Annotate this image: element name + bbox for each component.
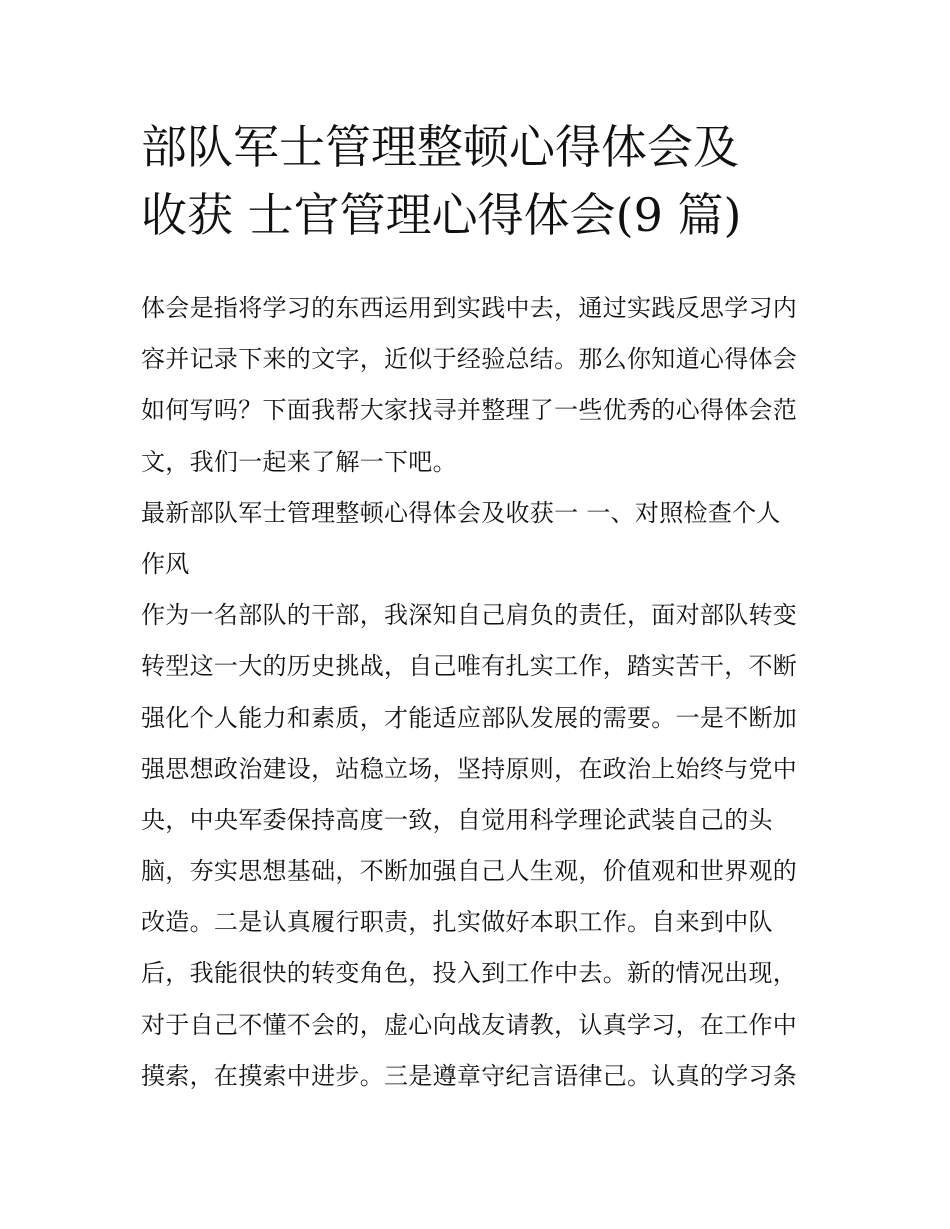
- body-line: 央，中央军委保持高度一致，自觉用科学理论武装自己的头: [141, 805, 773, 834]
- body-line: 对于自己不懂不会的，虚心向战友请教，认真学习，在工作中: [141, 1010, 798, 1039]
- body-line: 容并记录下来的文字，近似于经验总结。那么你知道心得体会: [141, 345, 798, 374]
- body-line: 转型这一大的历史挑战，自己唯有扎实工作，踏实苦干，不断: [141, 652, 798, 681]
- title-line-1: 部队军士管理整顿心得体会及: [141, 120, 739, 174]
- body-line: 脑，夯实思想基础，不断加强自己人生观，价值观和世界观的: [141, 857, 798, 886]
- section-heading-line: 最新部队军士管理整顿心得体会及收获一 一、对照检查个人: [141, 498, 781, 527]
- body-line: 体会是指将学习的东西运用到实践中去，通过实践反思学习内: [141, 294, 798, 322]
- body-line: 摸索，在摸索中进步。三是遵章守纪言语律己。认真的学习条: [141, 1061, 798, 1090]
- body-line: 强思想政治建设，站稳立场，坚持原则，在政治上始终与党中: [141, 754, 798, 783]
- body-line: 作为一名部队的干部，我深知自己肩负的责任，面对部队转变: [141, 601, 798, 630]
- body-line: 改造。二是认真履行职责，扎实做好本职工作。自来到中队: [141, 908, 773, 937]
- body-line: 如何写吗？下面我帮大家找寻并整理了一些优秀的心得体会范: [141, 396, 798, 425]
- body-line: 文，我们一起来了解一下吧。: [141, 447, 457, 476]
- body-line: 后，我能很快的转变角色，投入到工作中去。新的情况出现，: [141, 959, 798, 988]
- document-title: [141, 113, 813, 249]
- section-heading-line: 作风: [141, 549, 190, 578]
- body-line: 强化个人能力和素质，才能适应部队发展的需要。一是不断加: [141, 703, 798, 732]
- document-body: [141, 283, 813, 1102]
- title-line-2: 收获 士官管理心得体会(9 篇): [141, 188, 742, 242]
- document-content: [141, 113, 813, 1102]
